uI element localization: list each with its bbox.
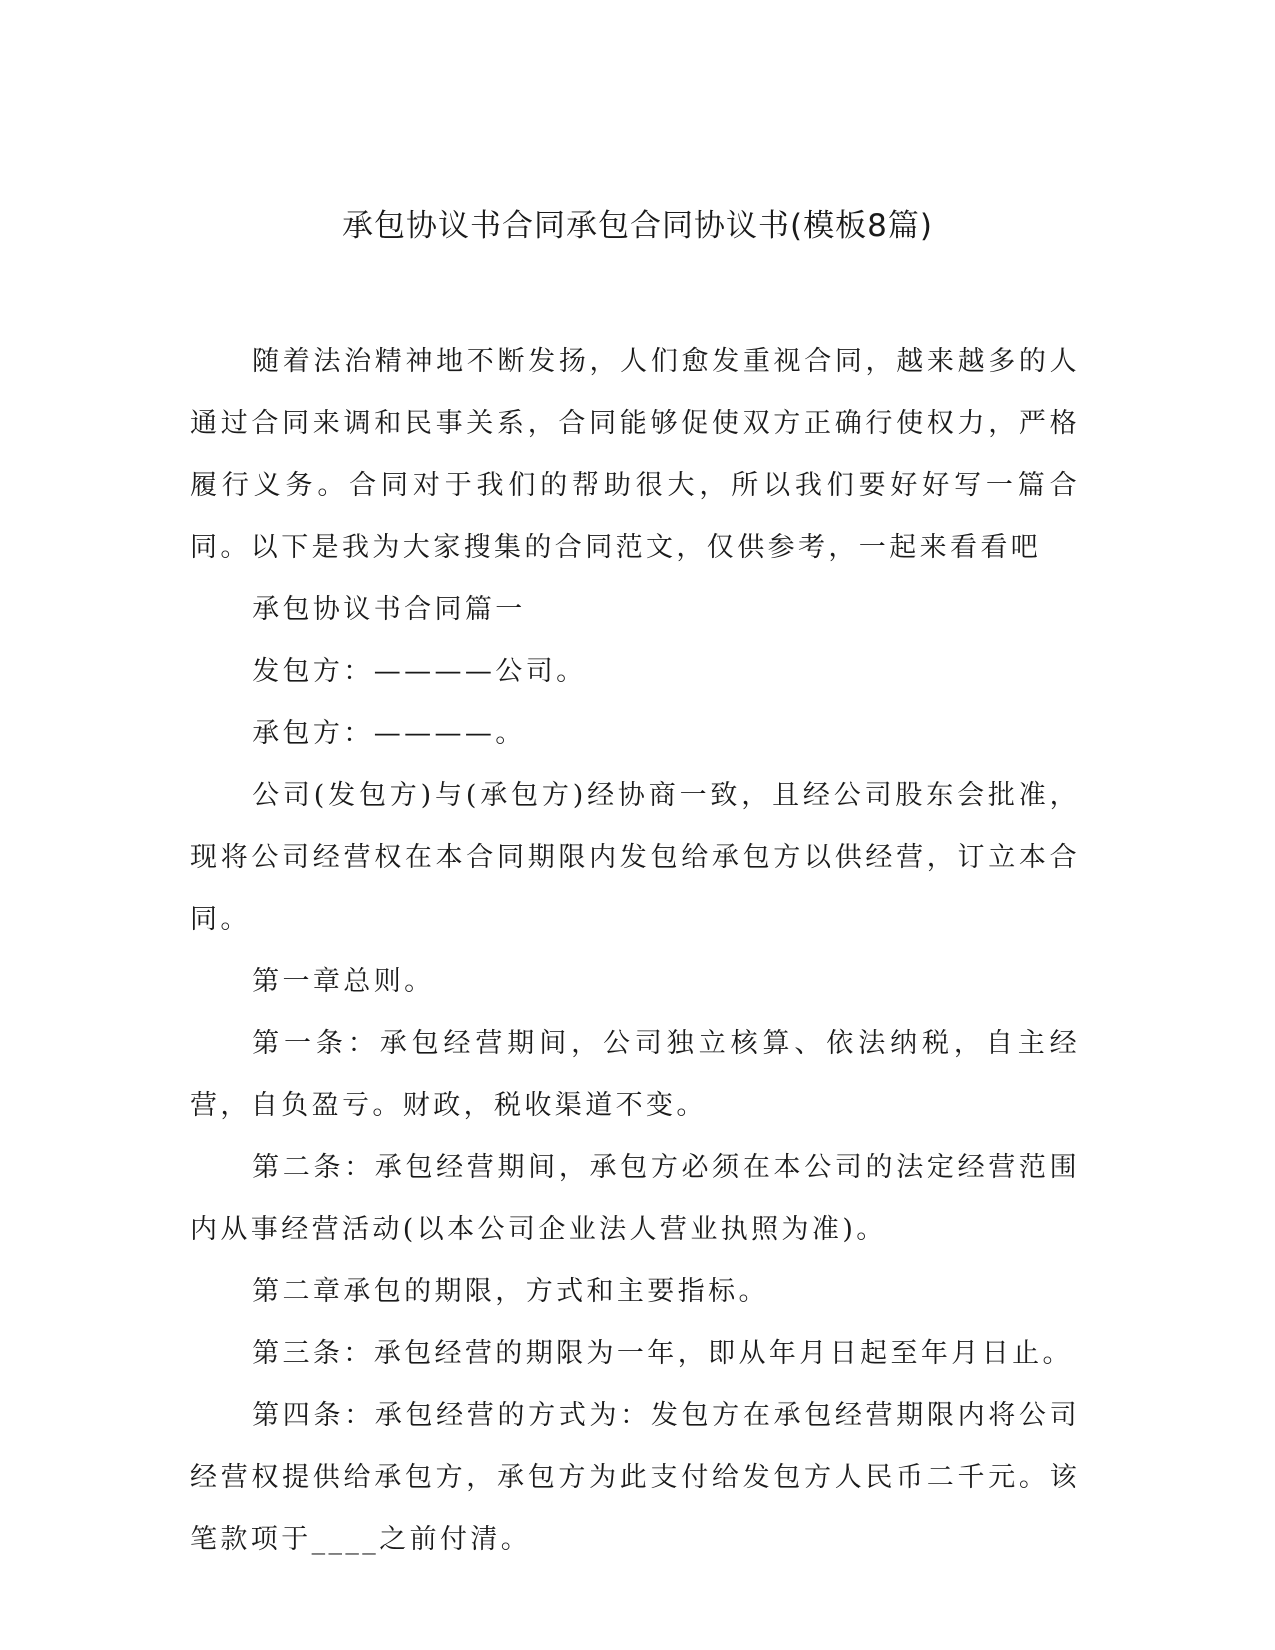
article-three: 第三条：承包经营的期限为一年，即从年月日起至年月日止。 <box>252 1338 1073 1369</box>
chapter-one-heading: 第一章总则。 <box>252 966 435 997</box>
contractor-party-line: 发包方：————公司。 <box>252 656 587 687</box>
article-four: 第四条：承包经营的方式为：发包方在承包经营期限内将公司经营权提供给承包方，承包方为此支付给发包方人民币二千元。该笔款项于____之前付清。 <box>190 1400 1080 1555</box>
agreement-preamble: 公司(发包方)与(承包方)经协商一致，且经公司股东会批准，现将公司经营权在本合同期限内发包给承包方以供经营，订立本合同。 <box>190 780 1080 935</box>
contractee-party-line: 承包方：————。 <box>252 718 526 749</box>
article-one: 第一条：承包经营期间，公司独立核算、依法纳税，自主经营，自负盈亏。财政，税收渠道不变。 <box>190 1028 1080 1121</box>
article-two: 第二条：承包经营期间，承包方必须在本公司的法定经营范围内从事经营活动(以本公司企业法人营业执照为准)。 <box>190 1152 1080 1245</box>
intro-paragraph: 随着法治精神地不断发扬，人们愈发重视合同，越来越多的人通过合同来调和民事关系，合同能够促使双方正确行使权力，严格履行义务。合同对于我们的帮助很大，所以我们要好好写一篇合同。以下是我为大家搜集的合同范文，仅供参考，一起来看看吧 <box>190 346 1080 563</box>
document-title: 承包协议书合同承包合同协议书(模板8篇) <box>342 208 933 244</box>
chapter-two-heading: 第二章承包的期限，方式和主要指标。 <box>252 1276 769 1307</box>
section-heading-part-one: 承包协议书合同篇一 <box>252 594 526 625</box>
document-body <box>190 331 1080 1571</box>
